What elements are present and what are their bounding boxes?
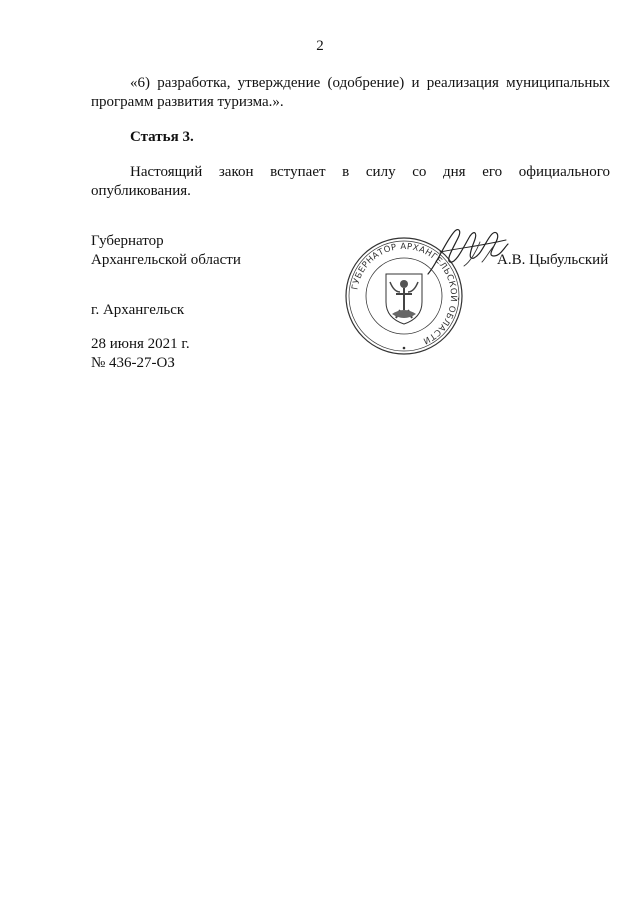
- document-number: № 436-27-ОЗ: [91, 355, 175, 371]
- signatory-name: А.В. Цыбульский: [497, 252, 609, 268]
- article-heading: Статья 3.: [130, 129, 194, 145]
- city: г. Архангельск: [91, 302, 185, 318]
- page-number: 2: [316, 38, 324, 54]
- paragraph-1-line-2: программ развития туризма.».: [91, 94, 284, 110]
- signature-icon: [420, 222, 515, 280]
- signatory-title-line-2: Архангельской области: [91, 252, 241, 268]
- document-date: 28 июня 2021 г.: [91, 336, 190, 352]
- signatory-title-line-1: Губернатор: [91, 233, 164, 249]
- seal-text: ГУБЕРНАТОР АРХАНГЕЛЬСКОЙ ОБЛАСТИ: [350, 241, 459, 346]
- paragraph-2-line-1: Настоящий закон вступает в силу со дня его официального: [130, 164, 610, 180]
- paragraph-2-line-2: опубликования.: [91, 183, 191, 199]
- paragraph-1-line-1: «6) разработка, утверждение (одобрение) и реализация муниципальных: [130, 75, 610, 91]
